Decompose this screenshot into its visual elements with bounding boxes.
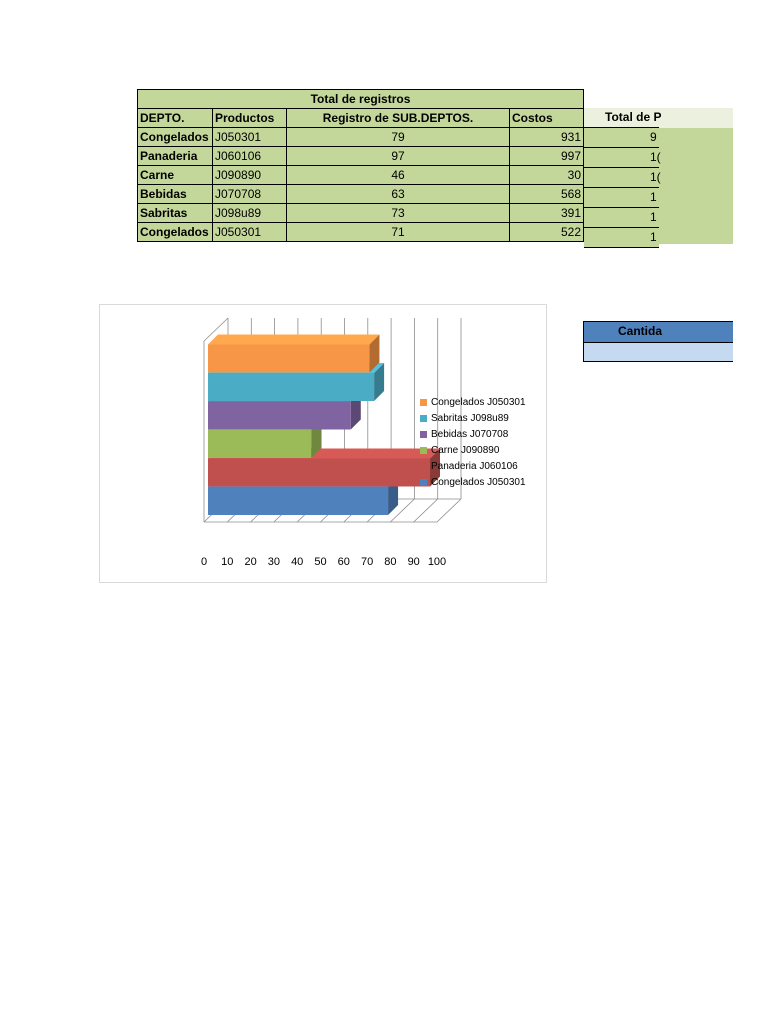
legend-item: Carne J090890 [420, 443, 526, 459]
floor-gridline [437, 499, 461, 522]
cell-depto[interactable]: Congelados [138, 128, 213, 147]
legend-swatch [420, 479, 427, 486]
bar [208, 430, 311, 458]
cell-producto[interactable]: J070708 [213, 185, 287, 204]
legend-item: Sabritas J098u89 [420, 411, 526, 427]
x-tick-label: 100 [427, 556, 447, 568]
cell-registro[interactable]: 73 [287, 204, 510, 223]
x-tick-label: 20 [244, 556, 257, 568]
strip-header-cell [659, 108, 733, 128]
cell-producto[interactable]: J050301 [213, 128, 287, 147]
bar [208, 487, 388, 515]
header-registro[interactable]: Registro de SUB.DEPTOS. [287, 109, 510, 128]
cell-registro[interactable]: 71 [287, 223, 510, 242]
bar [208, 402, 351, 430]
legend-item: Congelados J050301 [420, 475, 526, 491]
clipped-total-column [584, 108, 662, 244]
cell-registro[interactable]: 46 [287, 166, 510, 185]
cell-producto[interactable]: J050301 [213, 223, 287, 242]
bar [208, 373, 374, 401]
cell-registro[interactable]: 79 [287, 128, 510, 147]
bar [208, 459, 430, 487]
legend-item: Bebidas J070708 [420, 427, 526, 443]
cell-costo[interactable]: 522 [510, 223, 584, 242]
x-tick-label: 70 [360, 556, 374, 568]
cell-producto[interactable]: J098u89 [213, 204, 287, 223]
quantity-label: Cantida [618, 324, 663, 338]
x-tick-label: 30 [267, 556, 281, 568]
bar-top-face [208, 335, 379, 345]
table-row [138, 147, 584, 166]
quantity-value-cell[interactable] [583, 343, 733, 362]
table-row [138, 166, 584, 185]
table-row [138, 204, 584, 223]
legend-swatch [420, 463, 427, 470]
header-row [138, 109, 584, 128]
adjacent-cells-strip [659, 108, 733, 244]
legend-swatch [420, 447, 427, 454]
cell-total[interactable]: 1( [584, 148, 659, 168]
cell-costo[interactable]: 30 [510, 166, 584, 185]
bar-chart[interactable] [99, 304, 547, 583]
legend-item: Panaderia J060106 [420, 459, 526, 475]
floor-gridline [414, 499, 438, 522]
table-row [138, 128, 584, 147]
cell-costo[interactable]: 931 [510, 128, 584, 147]
strip-body-cells [659, 128, 733, 244]
quantity-box [583, 321, 733, 362]
x-tick-label: 10 [221, 556, 234, 568]
cell-costo[interactable]: 997 [510, 147, 584, 166]
header-total[interactable]: Total de P [584, 108, 659, 128]
chart-legend[interactable] [420, 395, 526, 491]
cell-total[interactable]: 1 [584, 228, 659, 248]
cell-total[interactable]: 1 [584, 188, 659, 208]
x-tick-label: 0 [200, 556, 208, 568]
legend-swatch [420, 415, 427, 422]
header-depto[interactable]: DEPTO. [138, 109, 213, 128]
cell-total[interactable]: 9 [584, 128, 659, 148]
legend-swatch [420, 399, 427, 406]
cell-depto[interactable]: Congelados [138, 223, 213, 242]
cell-producto[interactable]: J090890 [213, 166, 287, 185]
cell-depto[interactable]: Sabritas [138, 204, 213, 223]
x-tick-label: 90 [407, 556, 420, 568]
bar [208, 345, 369, 373]
cell-depto[interactable]: Panaderia [138, 147, 213, 166]
quantity-header-cell[interactable] [583, 321, 733, 343]
cell-producto[interactable]: J060106 [213, 147, 287, 166]
table-title[interactable]: Total de registros [138, 90, 584, 109]
cell-depto[interactable]: Bebidas [138, 185, 213, 204]
legend-swatch [420, 431, 427, 438]
x-tick-label: 80 [384, 556, 397, 568]
x-tick-label: 40 [291, 556, 304, 568]
cell-costo[interactable]: 568 [510, 185, 584, 204]
data-table [137, 89, 584, 242]
table-row [138, 223, 584, 242]
cell-depto[interactable]: Carne [138, 166, 213, 185]
cell-registro[interactable]: 63 [287, 185, 510, 204]
cell-registro[interactable]: 97 [287, 147, 510, 166]
x-tick-label: 60 [337, 556, 350, 568]
cell-costo[interactable]: 391 [510, 204, 584, 223]
legend-item: Congelados J050301 [420, 395, 526, 411]
cell-total[interactable]: 1( [584, 168, 659, 188]
header-productos[interactable]: Productos [213, 109, 287, 128]
table-row [138, 185, 584, 204]
cell-total[interactable]: 1 [584, 208, 659, 228]
header-costos[interactable]: Costos [510, 109, 584, 128]
x-tick-label: 50 [314, 556, 327, 568]
